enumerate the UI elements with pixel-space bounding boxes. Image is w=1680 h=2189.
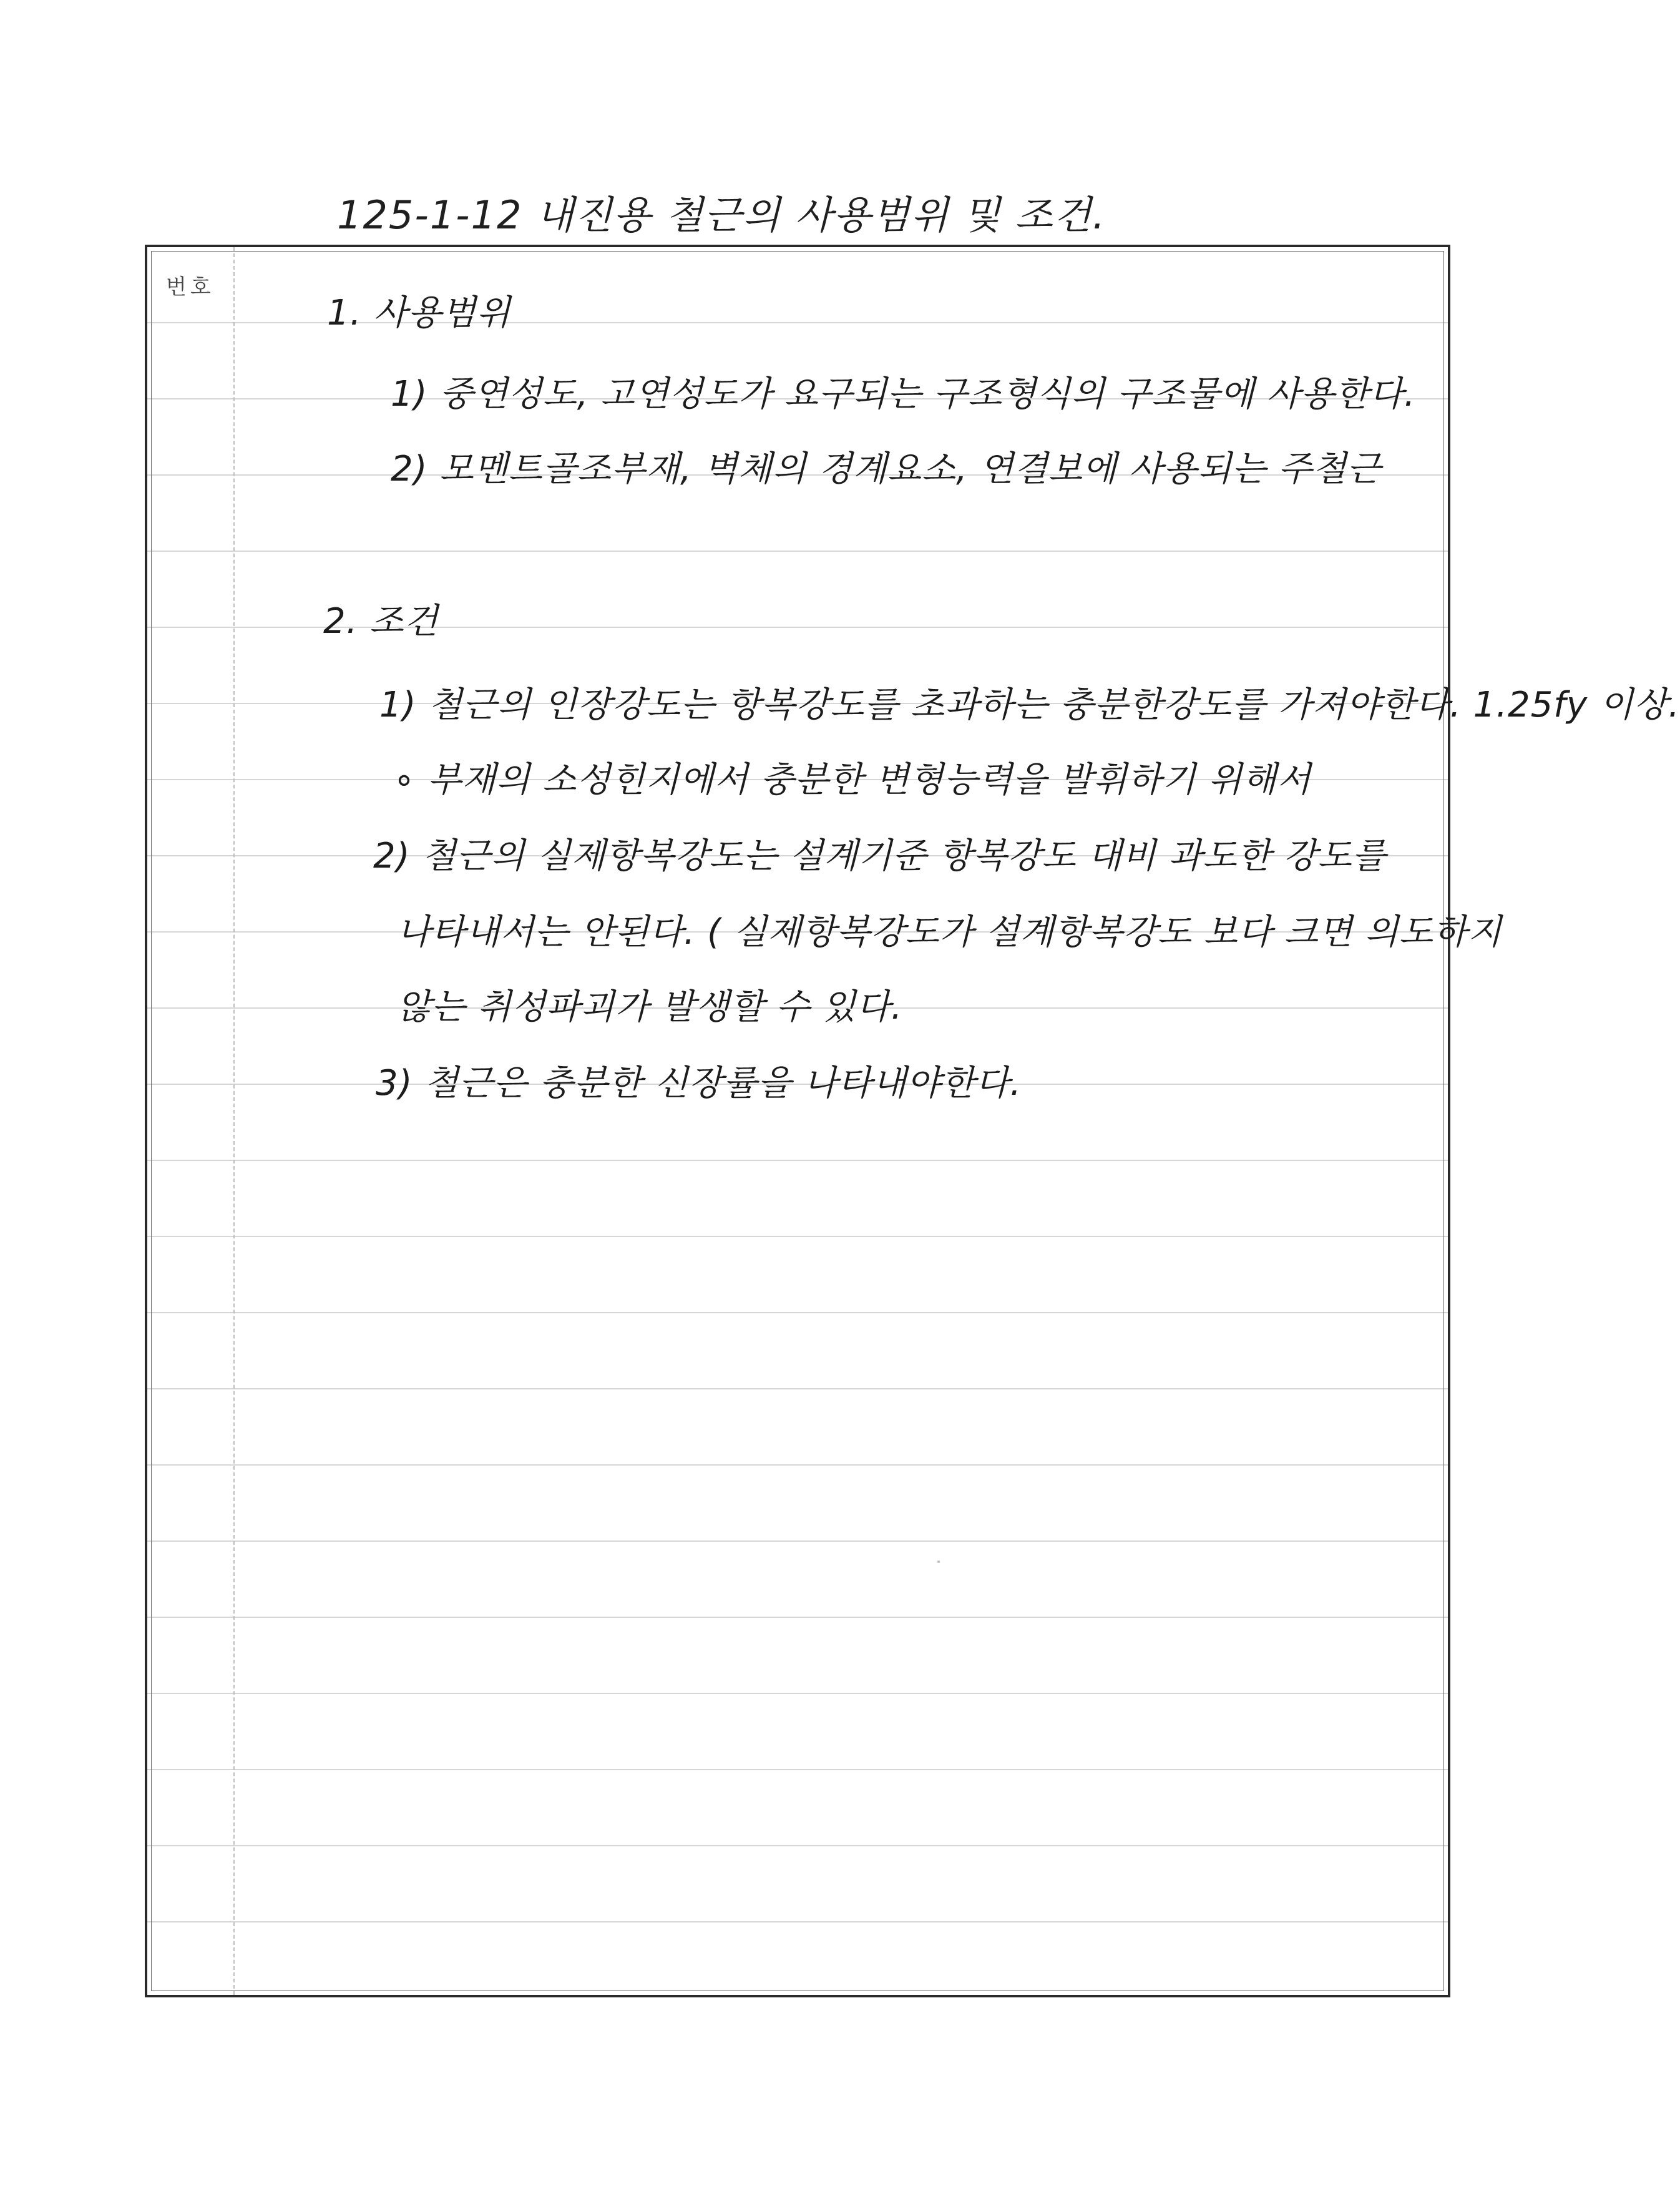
page-title: 125-1-12 내진용 철근의 사용범위 및 조건.	[337, 192, 1106, 238]
usage-item-2: 2) 모멘트골조부재, 벽체의 경계요소, 연결보에 사용되는 주철근	[391, 449, 1382, 489]
number-column-divider	[233, 247, 235, 1995]
condition-item-1-note: ∘ 부재의 소성힌지에서 충분한 변형능력을 발휘하기 위해서	[393, 760, 1312, 800]
usage-item-1: 1) 중연성도, 고연성도가 요구되는 구조형식의 구조물에 사용한다.	[391, 374, 1416, 414]
section-heading-conditions: 2. 조건	[323, 601, 439, 642]
section-heading-usage-range: 1. 사용범위	[327, 293, 511, 333]
condition-item-2: 2) 철근의 실제항복강도는 설계기준 항복강도 대비 과도한 강도를	[373, 836, 1387, 876]
answer-sheet	[145, 245, 1680, 1997]
sheet-inner-border	[151, 251, 1444, 1991]
condition-item-3: 3) 철근은 충분한 신장률을 나타내야한다.	[376, 1063, 1022, 1104]
number-column-header: 번호	[166, 275, 215, 300]
condition-item-1: 1) 철근의 인장강도는 항복강도를 초과하는 충분한강도를 가져야한다. 1.25fy 이상.	[379, 685, 1680, 725]
condition-item-2-cont-2: 않는 취성파괴가 발생할 수 있다.	[397, 987, 903, 1027]
stray-mark	[937, 1560, 940, 1563]
condition-item-2-cont-1: 나타내서는 안된다. ( 실제항복강도가 설계항복강도 보다 크면 의도하지	[397, 912, 1503, 952]
